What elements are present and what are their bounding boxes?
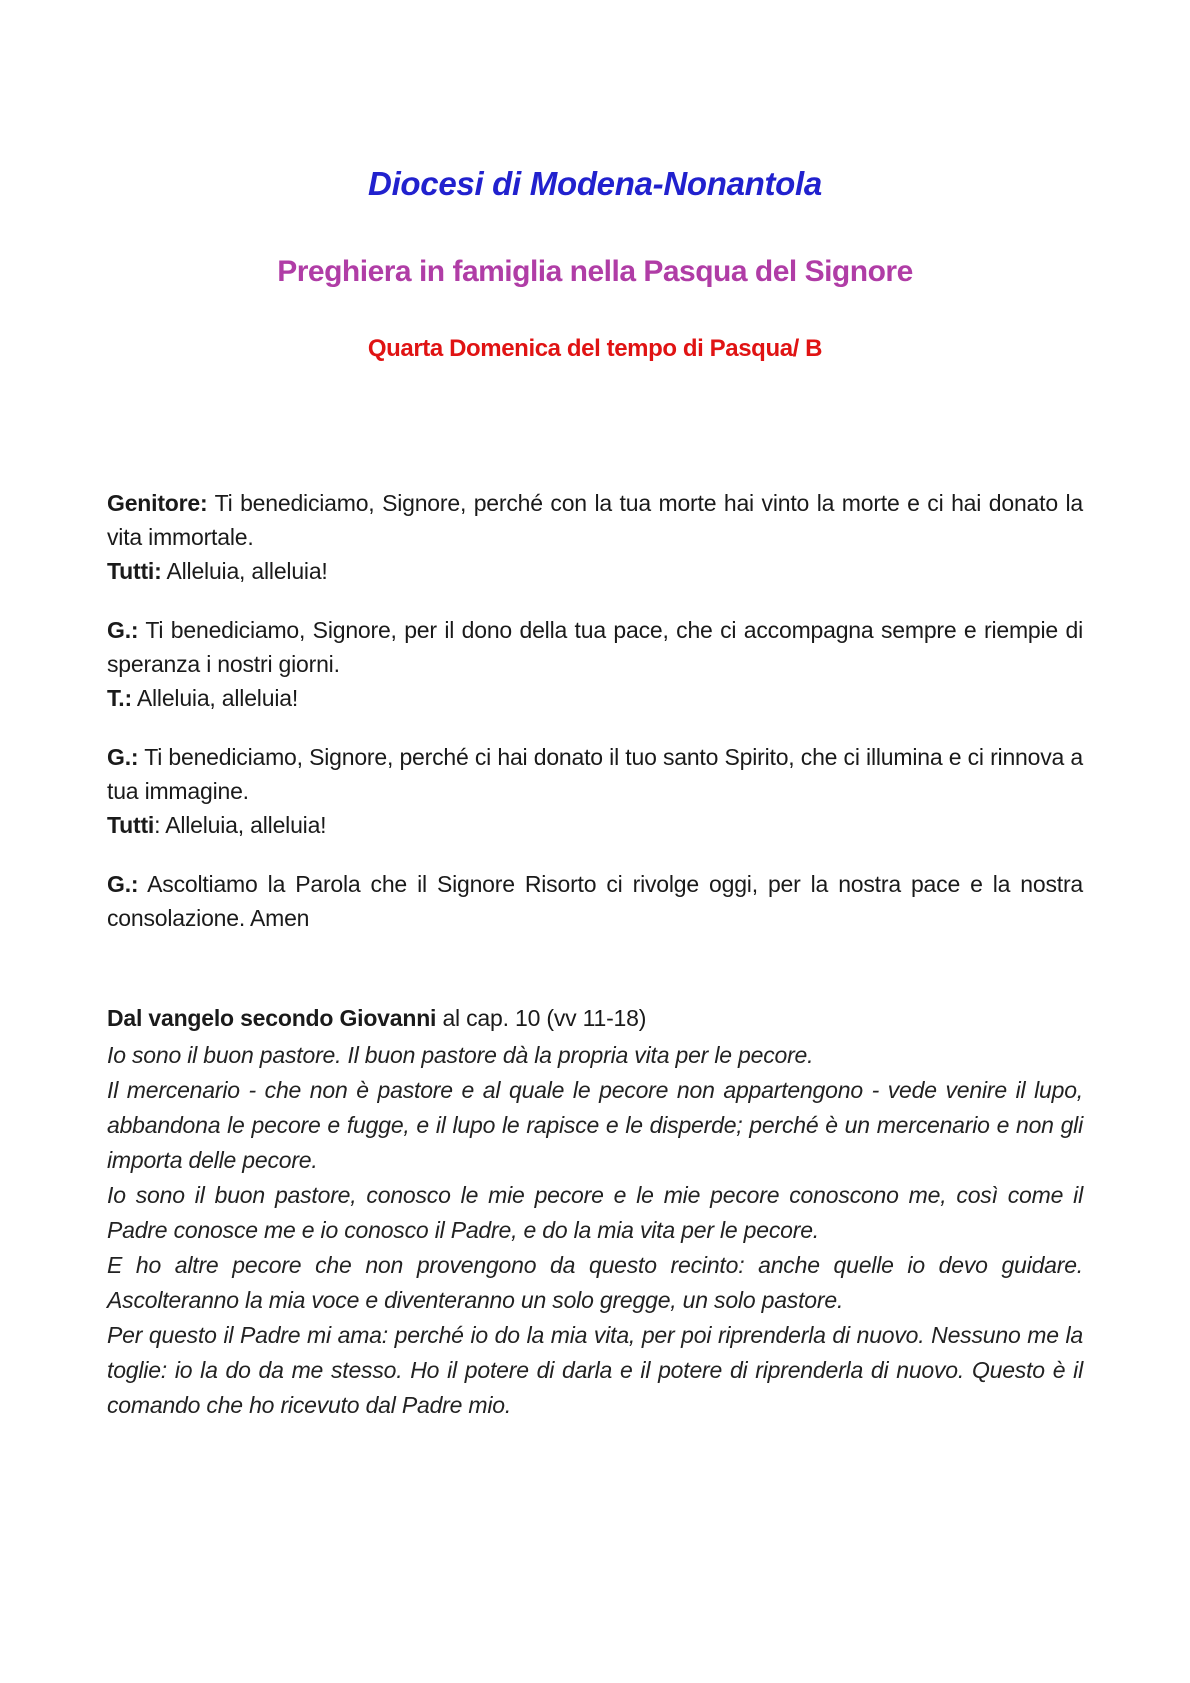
prayer-line-text: : Alleluia, alleluia! (154, 812, 327, 838)
prayer-paragraph (107, 867, 1083, 935)
speaker-label: Genitore: (107, 490, 208, 516)
speaker-label: Tutti (107, 812, 155, 838)
speaker-label: G.: (107, 617, 139, 643)
gospel-verse: Per questo il Padre mi ama: perché io do la mia vita, per poi riprenderla di nuovo. Nessuno me la toglie: io la do da me stesso. Ho il potere di darla e il potere di riprenderla di nuovo. Questo è il comando che ho ricevuto dal Padre mio. (107, 1322, 1083, 1418)
gospel-verse: Il mercenario - che non è pastore e al quale le pecore non appartengono - vede venire il lupo, abbandona le pecore e fugge, e il lupo le rapisce e le disperde; perché è un mercenario e non gli importa delle pecore. (107, 1077, 1083, 1173)
prayer-line-text: Ti benediciamo, Signore, perché con la tua morte hai vinto la morte e ci hai donato la vita immortale. (107, 490, 1083, 550)
speaker-label: T.: (107, 685, 132, 711)
prayer-line-text: Ti benediciamo, Signore, perché ci hai donato il tuo santo Spirito, che ci illumina e ci rinnova a tua immagine. (107, 744, 1083, 804)
gospel-source: Dal vangelo secondo Giovanni (107, 1005, 437, 1031)
speaker-label: G.: (107, 871, 139, 897)
gospel-verse: E ho altre pecore che non provengono da questo recinto: anche quelle io devo guidare. Ascolteranno la mia voce e diventeranno un solo gregge, un solo pastore. (107, 1252, 1083, 1313)
gospel-verse: Io sono il buon pastore, conosco le mie pecore e le mie pecore conoscono me, così come il Padre conosce me e io conosco il Padre, e do la mia vita per le pecore. (107, 1182, 1083, 1243)
gospel-verse: Io sono il buon pastore. Il buon pastore dà la propria vita per le pecore. (107, 1042, 814, 1068)
prayer-line-text: Alleluia, alleluia! (131, 685, 299, 711)
prayer-line-text: Ascoltiamo la Parola che il Signore Risorto ci rivolge oggi, per la nostra pace e la nostra consolazione. Amen (107, 871, 1083, 931)
prayer-section (107, 486, 1083, 935)
prayer-paragraph (107, 740, 1083, 842)
prayer-line-text: Alleluia, alleluia! (161, 558, 328, 584)
gospel-text-section (107, 1038, 1083, 1423)
prayer-paragraph (107, 613, 1083, 715)
gospel-reference: al cap. 10 (vv 11-18) (436, 1005, 647, 1031)
page-title: Diocesi di Modena-Nonantola (368, 165, 822, 202)
gospel-heading (107, 1001, 1083, 1035)
page-subtitle: Preghiera in famiglia nella Pasqua del Signore (277, 255, 913, 288)
prayer-paragraph (107, 486, 1083, 588)
prayer-line-text: Ti benediciamo, Signore, per il dono della tua pace, che ci accompagna sempre e riempie di speranza i nostri giorni. (107, 617, 1083, 677)
liturgical-occasion: Quarta Domenica del tempo di Pasqua/ B (367, 335, 823, 362)
speaker-label: G.: (107, 744, 139, 770)
speaker-label: Tutti: (107, 558, 162, 584)
